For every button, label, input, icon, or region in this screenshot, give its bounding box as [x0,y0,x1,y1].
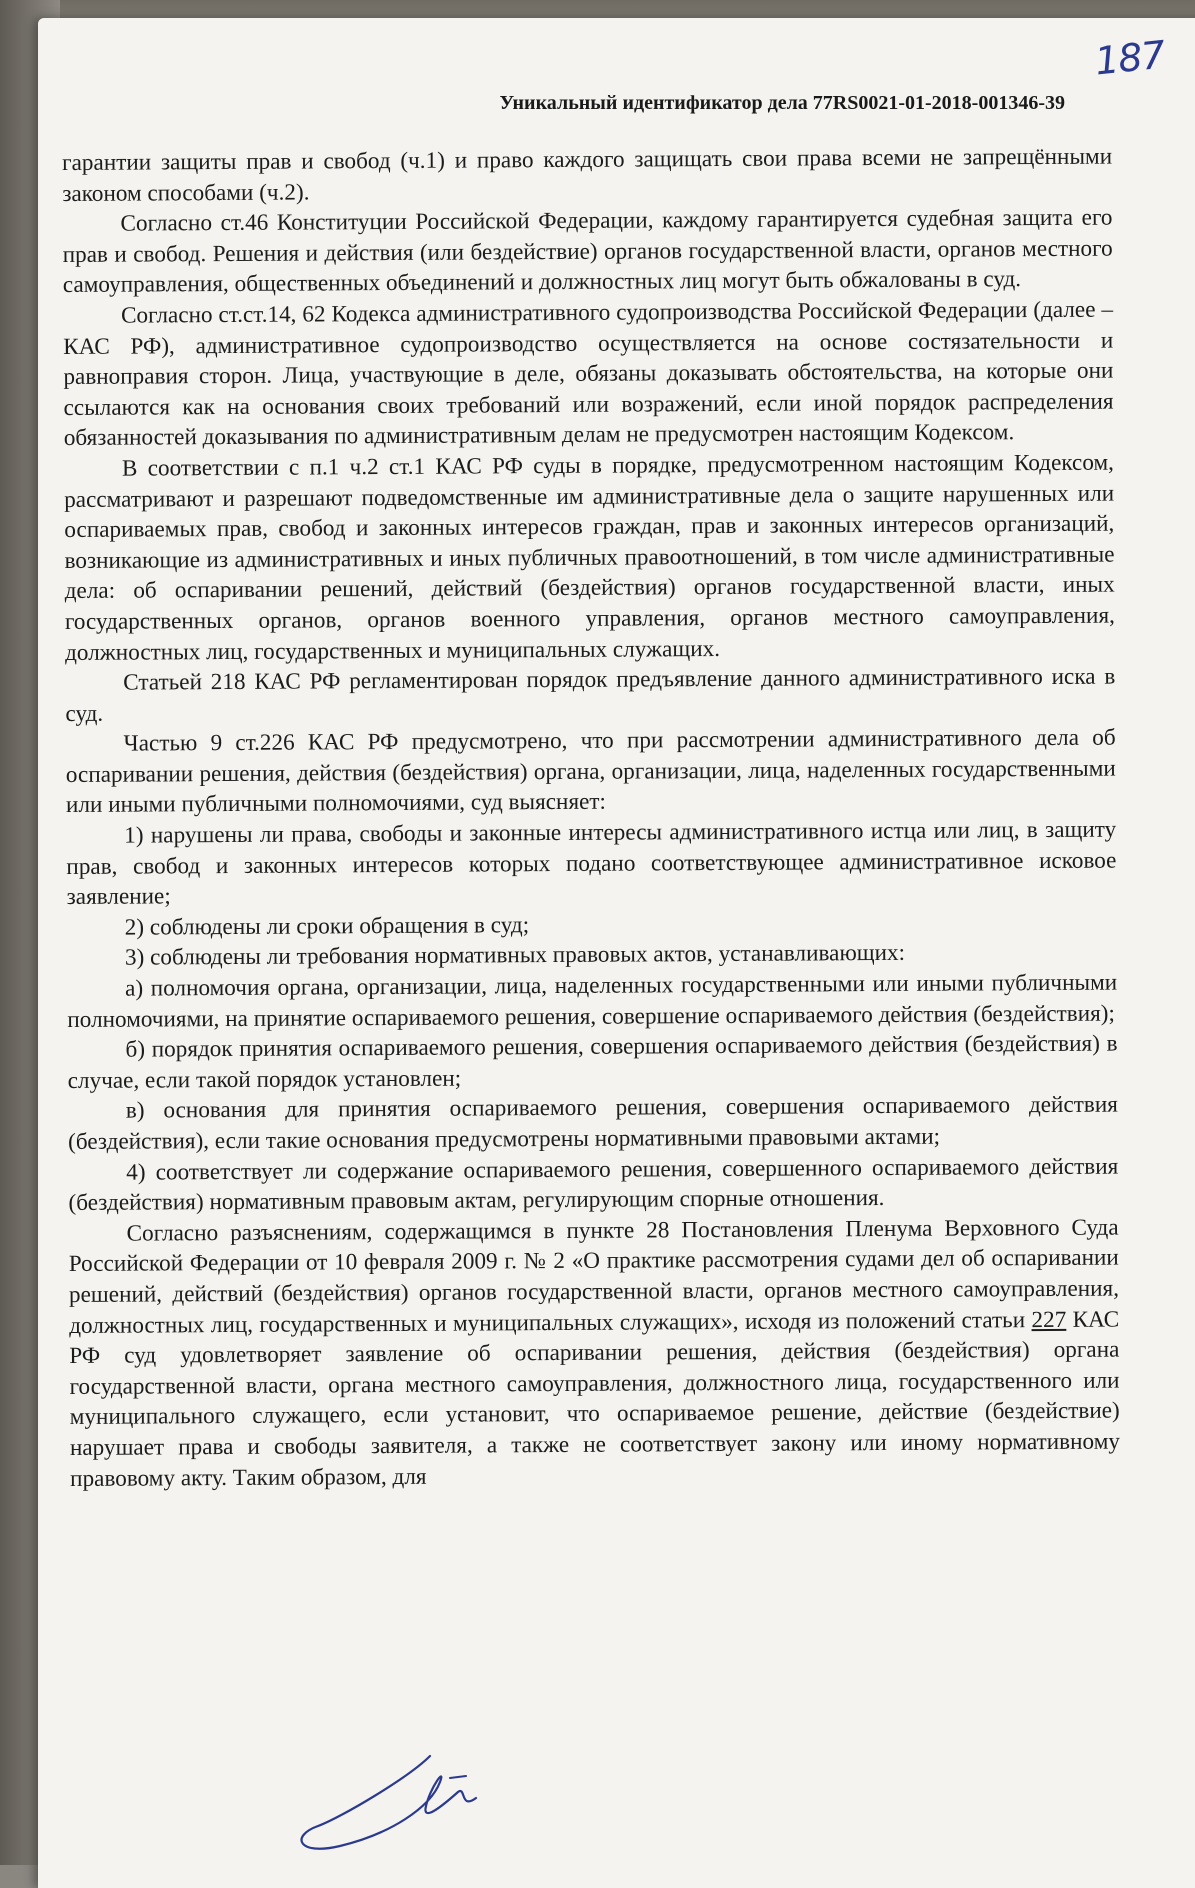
list-item-4: 4) соответствует ли содержание оспариваемого решения, совершенного оспариваемого действия (бездействия) нормативным правовым актам, регулирующим спорные отношения. [68,1153,1119,1217]
paragraph-last [69,1212,1121,1494]
list-item-1: 1) нарушены ли права, свободы и законные интересы административного истца или лиц, в защиту прав, свобод и законных интересов которых подано соответствующее административное исковое заявление; [66,816,1117,911]
paragraph-last-end: КАС РФ суд удовлетворяет заявление об оспаривании решения, действия (бездействия) органа государственной власти, органа местного самоуправления, должностного лица, государственного или муниципального служащего, если установит, что оспариваемое решение, действие (бездействие) нарушает права и свободы заявителя, а также не соответствует закону или иному нормативному правовому акту. Таким образом, для [69,1306,1121,1492]
case-identifier-header: Уникальный идентификатор дела 77RS0021-01-2018-001346-39 [499,92,1065,114]
list-item-2: 2) соблюдены ли сроки обращения в суд; [124,912,530,941]
document-body [62,142,1120,1495]
paragraph-5: Статьей 218 КАС РФ регламентирован порядок предъявление данного административного иска в суд. [65,663,1116,727]
paragraph-3: Согласно ст.ст.14, 62 Кодекса административного судопроизводства Российской Федерации (далее – КАС РФ), административное судопроизводство осуществляется на основе состязательности и равноправия сторон. Лица, участвующие в деле, обязаны доказывать обстоятельства, на которые они ссылаются как на основания своих требований или возражений, если иной порядок распределения обязанностей доказывания по административным делам не предусмотрен настоящим Кодексом. [63,296,1114,452]
paragraph-2: Согласно ст.46 Конституции Российской Федерации, каждому гарантируется судебная защита его прав и свобод. Решения и действия (или бездействие) органов государственной власти, органов местного самоуправления, общественных объединений и должностных лиц могут быть обжалованы в суд. [62,204,1113,299]
paragraph-6: Частью 9 ст.226 КАС РФ предусмотрено, что при рассмотрении административного дела об оспаривании решения, действия (бездействия) органа, организации, лица, наделенных государственными или иными публичными полномочиями, суд выясняет: [65,724,1116,819]
list-item-3c: в) основания для принятия оспариваемого решения, совершения оспариваемого действия (бездействия), если такие основания предусмотрены нормативными правовыми актами; [67,1091,1118,1155]
paragraph-4: В соответствии с п.1 ч.2 ст.1 КАС РФ суды в порядке, предусмотренном настоящим Кодексом, рассматривают и разрешают подведомственные им административные дела о защите нарушенных или оспариваемых прав, свобод и законных интересов граждан, прав и законных интересов организаций, возникающие из административных и иных публичных правоотношений, в том числе административные дела: об оспаривании решений, действий (бездействия) органов государственной власти, иных государственных органов, органов военного управления, органов местного самоуправления, должностных лиц, государственных и муниципальных служащих. [64,449,1115,666]
paragraph-last-start: Согласно разъяснениям, содержащимся в пункте 28 Постановления Пленума Верховного Суда Российской Федерации от 10 февраля 2009 г. № 2 «О практике рассмотрения судами дел об оспаривании решений, действий (бездействия) органов государственной власти, органов местного самоуправления, должностных лиц, государственных и муниципальных служащих», исходя из положений статьи [68,1214,1120,1339]
list-item-3: 3) соблюдены ли требования нормативных правовых актов, устанавливающих: [124,940,906,972]
signature-icon [280,1748,520,1858]
list-item-3a: а) полномочия органа, организации, лица, наделенных государственными или иными публичными полномочиями, на принятие оспариваемого решения, совершение оспариваемого действия (бездействия); [67,969,1118,1033]
paragraph-1: гарантии защиты прав и свобод (ч.1) и право каждого защищать свои права всеми не запрещёнными законом способами (ч.2). [62,143,1113,207]
handwritten-page-number: 187 [1092,32,1167,84]
article-227-link[interactable]: 227 [1031,1306,1067,1333]
list-item-3b: б) порядок принятия оспариваемого решения, совершения оспариваемого действия (бездействия) в случае, если такой порядок установлен; [67,1030,1118,1094]
